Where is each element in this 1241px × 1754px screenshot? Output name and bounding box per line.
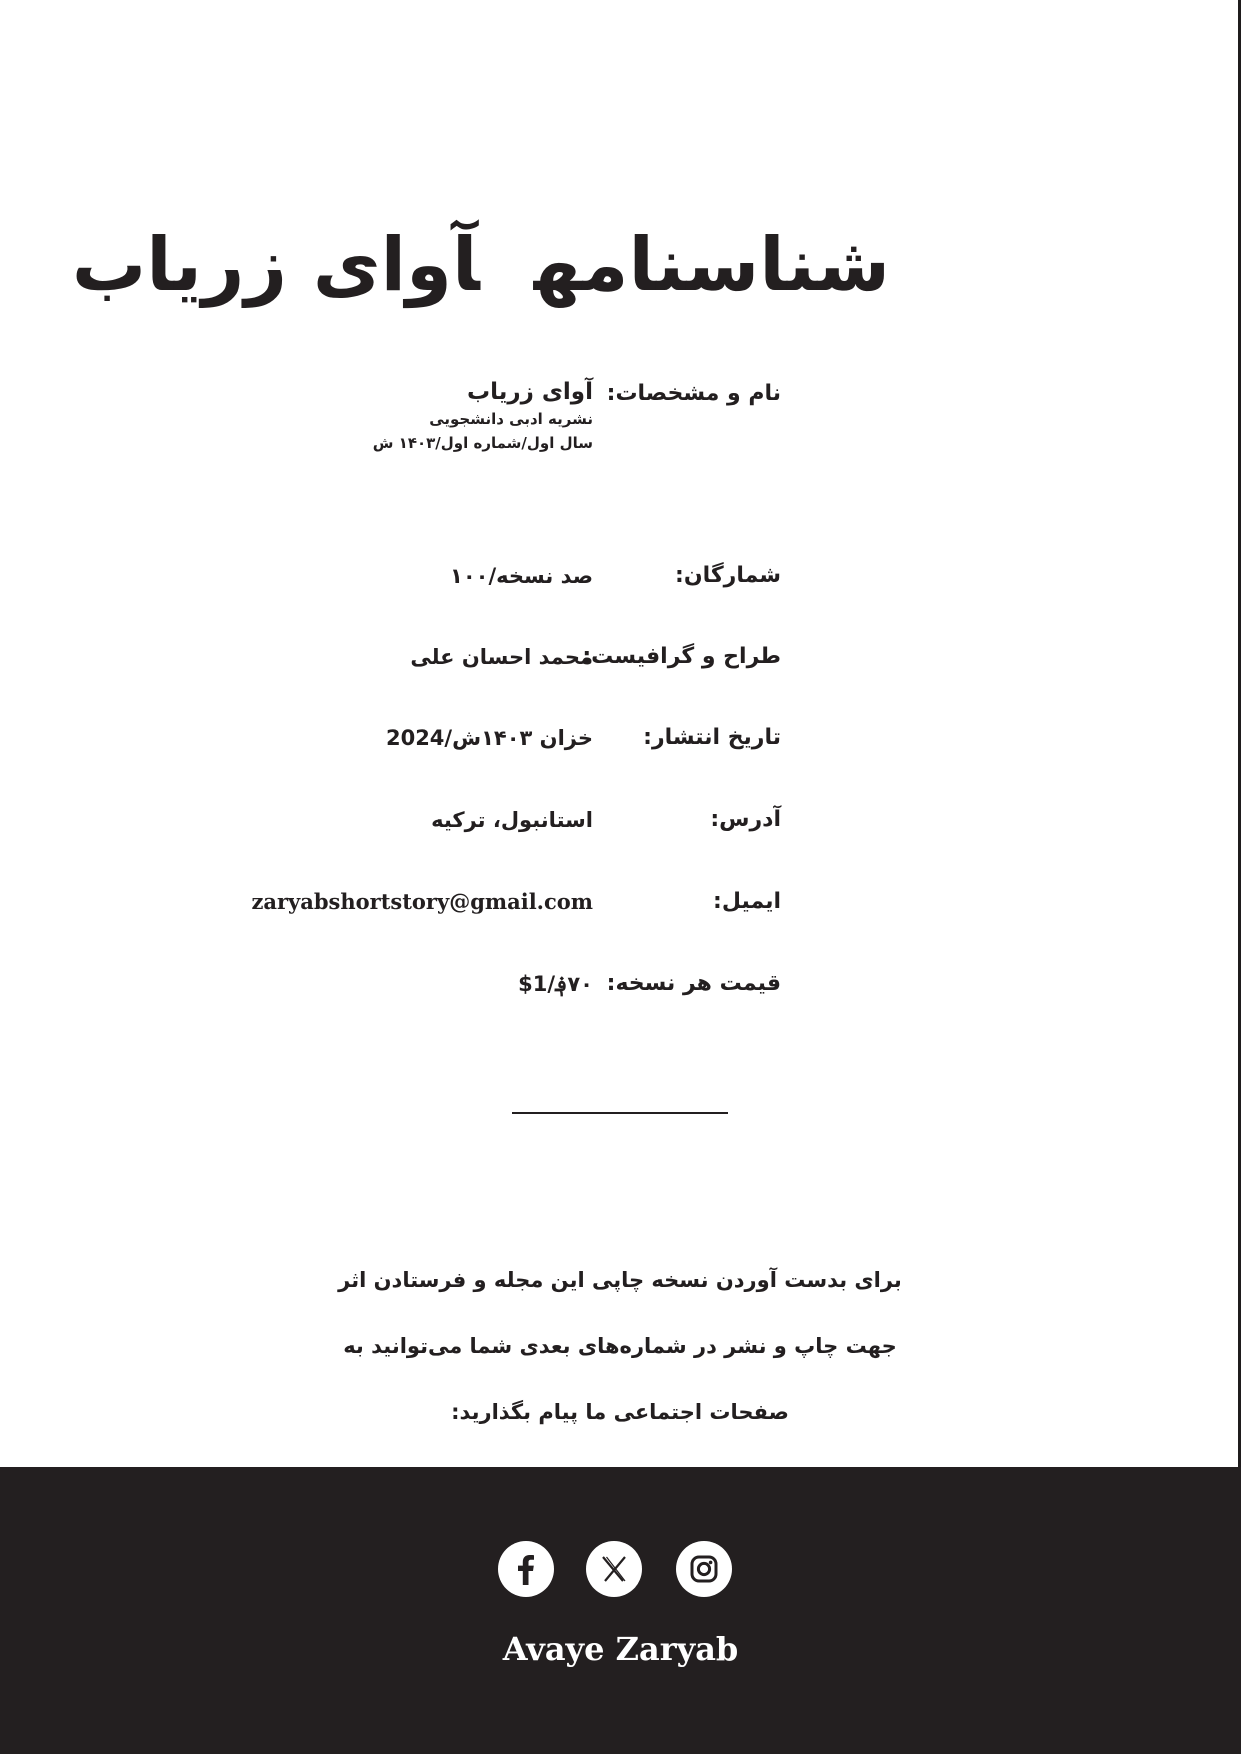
info-value-address: استانبول، ترکیه	[431, 808, 593, 832]
promo-text	[300, 1260, 940, 1458]
footer	[0, 1467, 1241, 1754]
promo-line-2: جهت چاپ و نشر در شماره‌های بعدی شما می‌توانید به	[343, 1334, 897, 1358]
social-links	[498, 1541, 736, 1597]
page-title	[71, 205, 890, 325]
facebook-icon[interactable]	[498, 1541, 554, 1597]
info-label-circulation: شمارگان:	[675, 563, 781, 588]
title-word-magazine-name: آوای زریاب	[71, 222, 480, 308]
info-value-circulation: صد نسخه/۱۰۰	[450, 564, 593, 588]
info-label-designer: طراح و گرافیست:	[582, 644, 781, 669]
instagram-icon[interactable]	[676, 1541, 732, 1597]
info-value-price: ۷۰؋/1$	[518, 972, 593, 996]
info-value-name	[153, 377, 593, 455]
magazine-name: آوای زریاب	[466, 379, 593, 405]
info-value-date: خزان ۱۴۰۳ش/2024	[385, 726, 593, 750]
info-value-email[interactable]: zaryabshortstory@gmail.com	[251, 889, 593, 914]
info-label-date: تاریخ انتشار:	[643, 725, 781, 750]
divider-line	[512, 1112, 728, 1114]
magazine-description: نشریه ادبی دانشجویی	[429, 410, 593, 428]
x-icon[interactable]	[586, 1541, 642, 1597]
info-label-price: قیمت هر نسخه:	[606, 971, 781, 996]
magazine-issue: سال اول/شماره اول/۱۴۰۳ ش	[372, 434, 593, 452]
promo-line-1: برای بدست آوردن نسخه چاپی این مجله و فرستادن اثر	[338, 1268, 902, 1292]
info-label-address: آدرس:	[710, 807, 781, 832]
info-value-designer: محمد احسان علی	[410, 645, 593, 669]
info-label-email: ایمیل:	[713, 889, 781, 914]
brand-name: Avaye Zaryab	[502, 1630, 739, 1668]
promo-line-3: صفحات اجتماعی ما پیام بگذارید:	[451, 1400, 789, 1424]
info-label-name: نام و مشخصات:	[606, 381, 781, 406]
title-word-identity: شناسنامه	[533, 222, 890, 308]
